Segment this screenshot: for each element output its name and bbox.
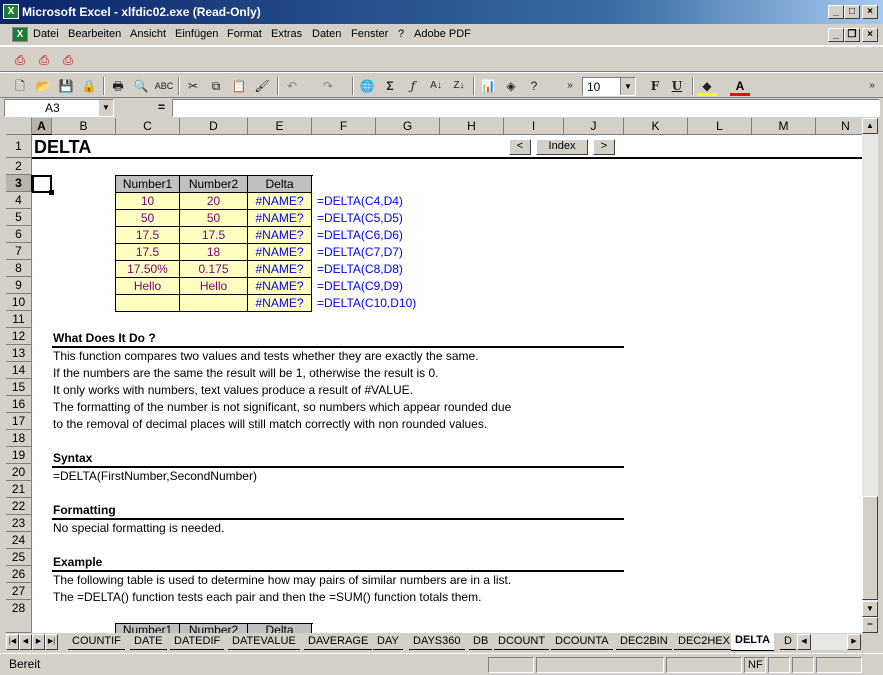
- table-cell[interactable]: 0.175: [180, 261, 248, 278]
- row-header[interactable]: 23: [6, 515, 32, 532]
- menu-fenster[interactable]: Fenster: [351, 28, 389, 40]
- sheet-tab[interactable]: DCOUNT: [494, 634, 549, 650]
- table-cell[interactable]: #NAME?: [248, 193, 312, 210]
- column-header-i[interactable]: I: [504, 118, 564, 135]
- hscroll-right-icon[interactable]: ▶: [847, 634, 861, 650]
- row-header[interactable]: 8: [6, 260, 32, 277]
- table-header-number1: Number1: [116, 176, 180, 193]
- first-tab-icon[interactable]: |◀: [6, 634, 19, 650]
- row-header[interactable]: 9: [6, 277, 32, 294]
- table-cell[interactable]: #NAME?: [248, 278, 312, 295]
- vertical-scrollbar[interactable]: [862, 118, 878, 633]
- sheet-tab-active[interactable]: DELTA: [731, 633, 774, 651]
- status-panel: [792, 657, 814, 673]
- table-cell[interactable]: 18: [180, 244, 248, 261]
- sort-descending-icon[interactable]: Z↓: [453, 80, 465, 91]
- sheet-tab[interactable]: DEC2BIN: [616, 634, 672, 650]
- column-header-f[interactable]: F: [312, 118, 376, 135]
- row-header[interactable]: 12: [6, 328, 32, 345]
- formula-text[interactable]: =DELTA(C4,D4): [317, 194, 403, 208]
- table2-header-delta: Delta: [248, 624, 312, 633]
- sort-ascending-icon[interactable]: A↓: [430, 80, 442, 91]
- column-header-m[interactable]: M: [752, 118, 816, 135]
- sheet-tab[interactable]: DAVERAGE: [304, 634, 372, 650]
- workbook-icon[interactable]: X: [12, 27, 28, 42]
- column-header-l[interactable]: L: [688, 118, 752, 135]
- horizontal-scrollbar[interactable]: [811, 634, 847, 650]
- window-title: Microsoft Excel - xlfdic02.exe (Read-Only): [22, 5, 261, 19]
- spelling-icon[interactable]: ABC: [154, 81, 174, 91]
- table-header-number2: Number2: [180, 176, 248, 193]
- row-header[interactable]: 11: [6, 311, 32, 328]
- formula-text[interactable]: =DELTA(C10,D10): [317, 296, 417, 310]
- doc-minimize-button[interactable]: _: [828, 28, 844, 42]
- standard-toolbar: [0, 72, 883, 98]
- description-line: to the removal of decimal places will still match correctly with non rounded values.: [53, 417, 488, 431]
- status-panel: [666, 657, 742, 673]
- title-underline: [32, 157, 862, 159]
- menu-format[interactable]: Format: [227, 28, 262, 40]
- table2-header-number1: Number1: [116, 624, 180, 633]
- table-cell[interactable]: 17.5: [116, 227, 180, 244]
- row-header[interactable]: 7: [6, 243, 32, 260]
- drawing-icon[interactable]: ◈: [506, 79, 516, 93]
- new-file-icon[interactable]: 🗋: [15, 79, 25, 93]
- table-cell[interactable]: 17.50%: [116, 261, 180, 278]
- scroll-up-icon[interactable]: ▲: [862, 118, 878, 134]
- row-header[interactable]: 27: [6, 583, 32, 600]
- redo-icon[interactable]: ↷: [322, 79, 334, 93]
- column-header-n[interactable]: N: [816, 118, 862, 135]
- table-cell[interactable]: #NAME?: [248, 227, 312, 244]
- select-all-corner[interactable]: [6, 118, 32, 135]
- sheet-tab[interactable]: DEC2HEX: [674, 634, 734, 650]
- font-size-value: 10: [587, 80, 601, 94]
- table-header-delta: Delta: [248, 176, 312, 193]
- open-folder-icon[interactable]: 📂: [35, 79, 51, 93]
- sheet-tab[interactable]: DATEVALUE: [228, 634, 300, 650]
- chevron-down-icon[interactable]: ▼: [620, 78, 635, 95]
- toolbar-options-icon[interactable]: »: [567, 80, 573, 91]
- fill-color-icon[interactable]: ◆: [697, 76, 717, 96]
- formula-text[interactable]: =DELTA(C7,D7): [317, 245, 403, 259]
- chevron-down-icon[interactable]: ▼: [99, 100, 113, 116]
- sheet-title: DELTA: [34, 137, 92, 157]
- insert-function-icon[interactable]: ƒ: [410, 79, 416, 93]
- table-cell[interactable]: [180, 295, 248, 312]
- table-cell[interactable]: Hello: [116, 278, 180, 295]
- format-painter-icon[interactable]: 🖌: [254, 79, 270, 93]
- row-header[interactable]: 25: [6, 549, 32, 566]
- table-cell[interactable]: #NAME?: [248, 261, 312, 278]
- row-header[interactable]: 5: [6, 209, 32, 226]
- column-header-d[interactable]: D: [180, 118, 248, 135]
- scroll-thumb[interactable]: [862, 496, 878, 600]
- description-line: It only works with numbers, text values produce a result of #VALUE.: [53, 383, 413, 397]
- save-icon[interactable]: 💾: [58, 79, 74, 93]
- undo-icon[interactable]: ↶: [286, 79, 298, 93]
- menu-bar: [0, 24, 883, 46]
- prev-tab-icon[interactable]: ◀: [19, 634, 32, 650]
- menu-daten[interactable]: Daten: [312, 28, 342, 40]
- name-box[interactable]: [4, 99, 114, 117]
- hscroll-left-icon[interactable]: ◀: [797, 634, 811, 650]
- column-header-g[interactable]: G: [376, 118, 440, 135]
- spreadsheet-grid[interactable]: [6, 118, 862, 633]
- sheet-tab[interactable]: D: [780, 634, 796, 650]
- formula-text[interactable]: =DELTA(C5,D5): [317, 211, 403, 225]
- hyperlink-icon[interactable]: 🌐: [359, 79, 375, 93]
- sheet-tab[interactable]: DAYS360: [409, 634, 465, 650]
- fill-handle[interactable]: [49, 190, 54, 195]
- row-header[interactable]: 6: [6, 226, 32, 243]
- sheet-tab[interactable]: DAY: [373, 634, 403, 650]
- formula-text[interactable]: =DELTA(C6,D6): [317, 228, 403, 242]
- pdf-toolbar: [0, 46, 883, 72]
- row-header[interactable]: 18: [6, 430, 32, 447]
- status-panel: [488, 657, 534, 673]
- example-line: The following table is used to determine how may pairs of similar numbers are in a list.: [53, 573, 512, 587]
- formula-text[interactable]: =DELTA(C8,D8): [317, 262, 403, 276]
- copy-icon[interactable]: ⧉: [211, 79, 221, 93]
- menu-bearbeiten[interactable]: Bearbeiten: [68, 28, 122, 40]
- bold-button[interactable]: F: [650, 79, 660, 93]
- status-panel: [536, 657, 664, 673]
- title-bar: [0, 0, 883, 24]
- split-box-icon[interactable]: ═: [862, 617, 878, 633]
- sheet-tab[interactable]: DB: [469, 634, 492, 650]
- table-cell[interactable]: 20: [180, 193, 248, 210]
- row-header[interactable]: 15: [6, 379, 32, 396]
- menu-extras[interactable]: Extras: [271, 28, 303, 40]
- sheet-tab[interactable]: DATEDIF: [170, 634, 224, 650]
- pdf-review-icon[interactable]: ⎙: [63, 53, 73, 67]
- row-header[interactable]: 14: [6, 362, 32, 379]
- doc-restore-button[interactable]: ❐: [844, 28, 860, 42]
- minimize-button[interactable]: _: [828, 5, 844, 19]
- formula-input[interactable]: [172, 99, 880, 117]
- column-header-h[interactable]: H: [440, 118, 504, 135]
- table-cell[interactable]: [116, 295, 180, 312]
- maximize-button[interactable]: □: [844, 5, 860, 19]
- next-sheet-button[interactable]: >: [593, 139, 615, 155]
- underline-button[interactable]: U: [671, 79, 683, 93]
- row-header[interactable]: 28: [6, 600, 32, 633]
- table-cell[interactable]: #NAME?: [248, 295, 312, 312]
- menu-datei[interactable]: Datei: [33, 28, 59, 40]
- row-header[interactable]: 13: [6, 345, 32, 362]
- section-heading-formatting: Formatting: [53, 503, 116, 517]
- table-cell[interactable]: 50: [116, 210, 180, 227]
- status-ready: Bereit: [9, 657, 41, 671]
- formula-text[interactable]: =DELTA(C9,D9): [317, 279, 403, 293]
- description-line: If the numbers are the same the result will be 1, otherwise the result is 0.: [53, 366, 439, 380]
- row-header[interactable]: 1: [6, 135, 32, 158]
- last-tab-icon[interactable]: ▶|: [45, 634, 58, 650]
- row-header[interactable]: 26: [6, 566, 32, 583]
- menu-einfuegen[interactable]: Einfügen: [175, 28, 219, 40]
- row-header[interactable]: 20: [6, 464, 32, 481]
- column-header-c[interactable]: C: [116, 118, 180, 135]
- sheet-tab-bar: [6, 633, 878, 652]
- excel-app-icon[interactable]: X: [3, 4, 19, 19]
- table2-header-number2: Number2: [180, 624, 248, 633]
- formula-bar: [0, 98, 883, 118]
- table-cell[interactable]: Hello: [180, 278, 248, 295]
- table-cell[interactable]: 17.5: [116, 244, 180, 261]
- row-header[interactable]: 16: [6, 396, 32, 413]
- cut-icon[interactable]: ✂: [187, 79, 199, 93]
- next-tab-icon[interactable]: ▶: [32, 634, 45, 650]
- table-cell[interactable]: 17.5: [180, 227, 248, 244]
- autosum-icon[interactable]: Σ: [386, 79, 394, 93]
- menu-adobe-pdf[interactable]: Adobe PDF: [414, 28, 471, 40]
- section-heading-example: Example: [53, 555, 103, 569]
- row-header[interactable]: 3: [6, 175, 32, 192]
- column-header-k[interactable]: K: [624, 118, 688, 135]
- row-header[interactable]: 10: [6, 294, 32, 311]
- row-header[interactable]: 24: [6, 532, 32, 549]
- name-box-value: A3: [45, 101, 60, 115]
- help-icon[interactable]: ?: [530, 79, 538, 93]
- table-cell[interactable]: #NAME?: [248, 210, 312, 227]
- formula-equals-label: =: [158, 100, 166, 114]
- row-header[interactable]: 21: [6, 481, 32, 498]
- row-header[interactable]: 2: [6, 158, 32, 175]
- status-panel: [816, 657, 862, 673]
- menu-help[interactable]: ?: [398, 28, 405, 40]
- menu-ansicht[interactable]: Ansicht: [130, 28, 167, 40]
- section-heading-what: What Does It Do ?: [53, 331, 156, 345]
- toolbar-more-icon[interactable]: »: [869, 80, 875, 91]
- description-line: The formatting of the number is not significant, so numbers which appear rounded due: [53, 400, 512, 414]
- row-header[interactable]: 19: [6, 447, 32, 464]
- section-heading-syntax: Syntax: [53, 451, 93, 465]
- font-color-icon[interactable]: A: [730, 76, 750, 96]
- sheet-tab[interactable]: DATE: [130, 634, 167, 650]
- row-header[interactable]: 17: [6, 413, 32, 430]
- description-line: This function compares two values and tests whether they are exactly the same.: [53, 349, 479, 363]
- prev-sheet-button[interactable]: <: [509, 139, 531, 155]
- status-bar: [0, 653, 883, 675]
- scroll-down-icon[interactable]: ▼: [862, 601, 878, 617]
- pdf-convert-icon[interactable]: ⎙: [15, 53, 25, 67]
- print-preview-icon[interactable]: 🔍: [133, 79, 149, 93]
- status-num-lock: NF: [744, 657, 766, 673]
- sheet-tab[interactable]: DCOUNTA: [551, 634, 613, 650]
- permission-icon[interactable]: 🔒: [81, 79, 97, 93]
- table-cell[interactable]: #NAME?: [248, 244, 312, 261]
- row-header[interactable]: 4: [6, 192, 32, 209]
- column-header-b[interactable]: B: [52, 118, 116, 135]
- chart-wizard-icon[interactable]: 📊: [480, 79, 496, 93]
- column-header-a[interactable]: A: [32, 118, 52, 135]
- table-cell[interactable]: 50: [180, 210, 248, 227]
- column-header-e[interactable]: E: [248, 118, 312, 135]
- doc-close-button[interactable]: ×: [862, 28, 878, 42]
- formatting-text: No special formatting is needed.: [53, 521, 225, 535]
- column-header-j[interactable]: J: [564, 118, 624, 135]
- example-line: The =DELTA() function tests each pair and then the =SUM() function totals them.: [53, 590, 482, 604]
- font-size-select[interactable]: [582, 77, 636, 96]
- close-button[interactable]: ×: [862, 5, 878, 19]
- index-button[interactable]: Index: [536, 139, 588, 155]
- print-icon[interactable]: 🖶: [112, 79, 124, 93]
- row-header[interactable]: 22: [6, 498, 32, 515]
- paste-icon[interactable]: 📋: [231, 79, 247, 93]
- table-cell[interactable]: 10: [116, 193, 180, 210]
- syntax-text: =DELTA(FirstNumber,SecondNumber): [53, 469, 257, 483]
- sheet-tab[interactable]: COUNTIF: [68, 634, 125, 650]
- pdf-mail-icon[interactable]: ⎙: [39, 53, 49, 67]
- status-panel: [768, 657, 790, 673]
